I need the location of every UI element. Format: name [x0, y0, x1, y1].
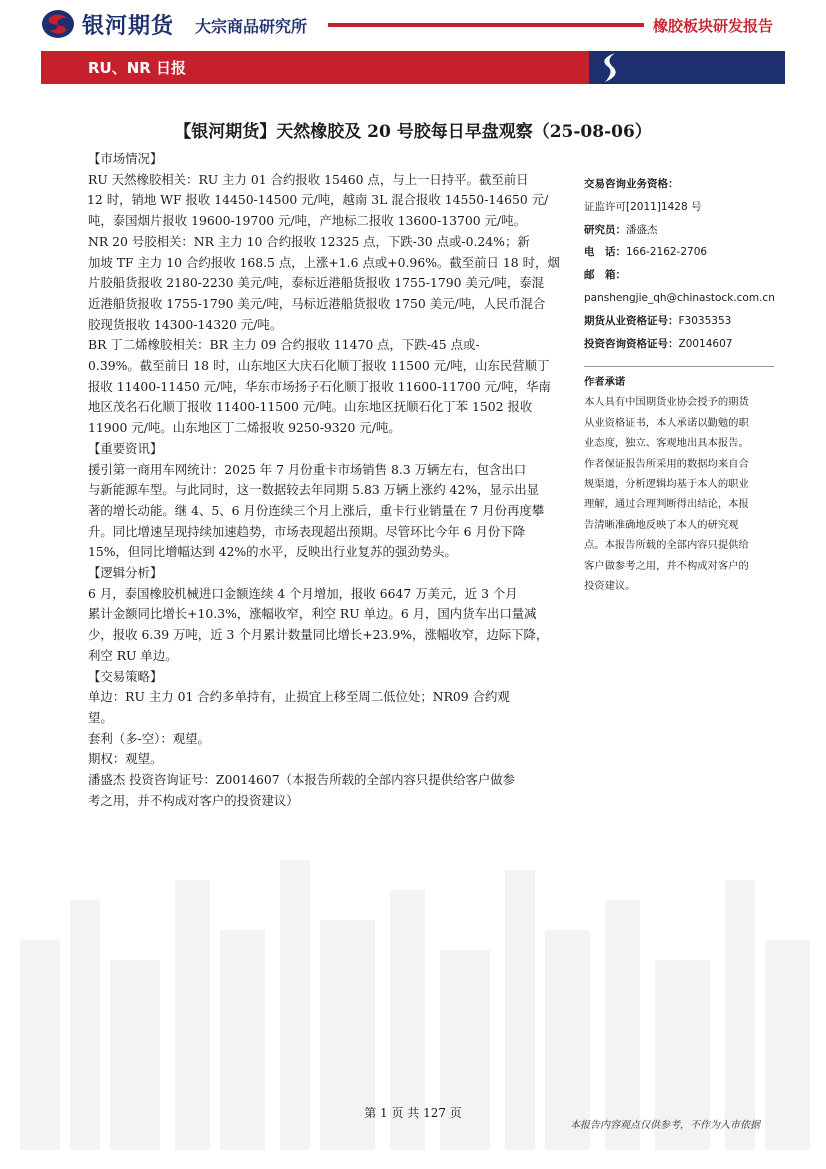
phone-row	[584, 241, 774, 264]
body-line: BR 丁二烯橡胶相关：BR 主力 09 合约报收 11470 点，下跌-45 点或-	[88, 337, 480, 353]
section-heading-strategy: 【交易策略】	[88, 668, 163, 684]
galaxy-logo-icon	[41, 9, 75, 39]
promise-line: 理解，通过合理判断得出结论，本报	[584, 498, 749, 511]
researcher-row	[584, 219, 774, 242]
main-column	[88, 149, 564, 812]
body-line: 吨，泰国烟片报收 19600-19700 元/吨，产地标二报收 13600-13700 元/吨。	[88, 213, 526, 229]
qualification-label: 交易咨询业务资格：	[584, 178, 679, 190]
disclaimer-note: 本报告内容观点仅供参考，不作为入市依据	[570, 1120, 760, 1131]
promise-line: 从业资格证书，本人承诺以勤勉的职	[584, 416, 749, 429]
body-line: 著的增长动能。继 4、5、6 月份连续三个月上涨后，重卡行业销量在 7 月份再度攀	[88, 502, 545, 518]
body-line: 片胶船货报收 2180-2230 美元/吨，泰标近港船货报收 1755-1790 美元/吨，泰混	[88, 275, 544, 291]
band-title: RU、NR 日报	[88, 59, 187, 77]
promise-line: 点。本报告所载的全部内容只提供给	[584, 539, 749, 552]
institute-name: 大宗商品研究所	[195, 17, 308, 36]
body-line: 近港船货报收 1755-1790 美元/吨，马标近港船货报收 1750 美元/吨，人民币混合	[88, 295, 546, 311]
promise-line: 业态度，独立、客观地出具本报告。	[584, 437, 749, 450]
body-line: 考之用，并不构成对客户的投资建议）	[88, 792, 299, 808]
cert1-label: 期货从业资格证号：	[584, 314, 679, 327]
body-line: 0.39%。截至前日 18 时，山东地区大庆石化顺丁报收 11500 元/吨，山东民营顺丁	[88, 358, 550, 374]
cert2-label: 投资咨询资格证号：	[584, 337, 679, 350]
body-line: 援引第一商用车网统计：2025 年 7 月份重卡市场销售 8.3 万辆左右，包含出口	[88, 461, 527, 477]
body-line: 套利（多-空）：观望。	[88, 730, 210, 746]
body-line: 望。	[88, 709, 113, 725]
email-value[interactable]: panshengjie_qh@chinastock.com.cn	[584, 291, 775, 304]
body-line: 单边：RU 主力 01 合约多单持有，止损宜上移至周二低位处；NR09 合约观	[88, 689, 510, 705]
sidebar-divider	[584, 366, 774, 367]
swoosh-icon	[581, 51, 641, 84]
section-heading-news: 【重要资讯】	[88, 440, 163, 456]
body-line: 地区茂名石化顺丁报收 11400-11500 元/吨。山东地区抚顺石化丁苯 1502 报收	[88, 399, 533, 415]
promise-title: 作者承诺	[584, 376, 626, 388]
cert1-value: F3035353	[678, 314, 732, 327]
qualification-value: 证监许可[2011]1428 号	[584, 200, 702, 213]
page-number: 第 1 页 共 127 页	[364, 1106, 462, 1120]
promise-line: 告清晰准确地反映了本人的研究观	[584, 518, 739, 531]
promise-line: 规渠道，分析逻辑均基于本人的职业	[584, 478, 749, 491]
researcher-label: 研究员：	[584, 223, 626, 236]
cert1-row	[584, 310, 774, 333]
body-line: 累计金额同比增长+10.3%，涨幅收窄，利空 RU 单边。6 月，国内货车出口量减	[88, 606, 537, 622]
body-line: 15%，但同比增幅达到 42%的水平，反映出行业复苏的强劲势头。	[88, 544, 457, 560]
body-line: 潘盛杰 投资咨询证号：Z0014607（本报告所载的全部内容只提供给客户做参	[88, 772, 516, 788]
body-line: NR 20 号胶相关：NR 主力 10 合约报收 12325 点，下跌-30 点或-0.24%；新	[88, 233, 530, 249]
report-type: 橡胶板块研发报告	[653, 17, 774, 35]
body-line: 升。同比增速呈现持续加速趋势，市场表现超出预期。尽管环比今年 6 月份下降	[88, 523, 526, 539]
body-line: 与新能源车型。与此同时，这一数据较去年同期 5.83 万辆上涨约 42%，显示出显	[88, 482, 540, 498]
section-heading-logic: 【逻辑分析】	[88, 565, 163, 581]
body-line: 胶现货报收 14300-14320 元/吨。	[88, 316, 283, 332]
page-title: 【银河期货】天然橡胶及 20 号胶每日早盘观察（25-08-06）	[174, 122, 652, 142]
brand-name: 银河期货	[82, 14, 175, 39]
report-header	[0, 0, 826, 50]
promise-line: 投资建议。	[584, 580, 636, 593]
author-promise	[584, 372, 764, 596]
phone-value: 166-2162-2706	[626, 246, 708, 259]
title-band	[41, 51, 785, 84]
cert2-value: Z0014607	[678, 337, 733, 350]
skyline-watermark	[0, 820, 826, 1150]
promise-line: 客户做参考之用，并不构成对客户的	[584, 559, 749, 572]
promise-line: 作者保证报告所采用的数据均来自合	[584, 457, 749, 470]
body-line: 少，报收 6.39 万吨，近 3 个月累计数量同比增长+23.9%，涨幅收窄，边际下降，	[88, 627, 549, 643]
body-line: 6 月，泰国橡胶机械进口金额连续 4 个月增加，报收 6647 万美元，近 3 个月	[88, 585, 518, 601]
header-rule	[328, 23, 644, 27]
body-line: RU 天然橡胶相关：RU 主力 01 合约报收 15460 点，与上一日持平。截至前日	[88, 171, 529, 187]
body-line: 利空 RU 单边。	[88, 647, 178, 663]
promise-line: 本人具有中国期货业协会授予的期货	[584, 396, 749, 409]
cert2-row	[584, 333, 774, 356]
section-heading-market: 【市场情况】	[88, 151, 163, 166]
body-line: 12 时，销地 WF 报收 14450-14500 元/吨，越南 3L 混合报收 14550-14650 元/	[87, 192, 549, 208]
body-line: 11900 元/吨。山东地区丁二烯报收 9250-9320 元/吨。	[88, 420, 401, 436]
body-line: 报收 11400-11450 元/吨，华东市场扬子石化顺丁报收 11600-11700 元/吨，华南	[88, 378, 551, 394]
email-label: 邮 箱：	[584, 269, 626, 282]
contact-sidebar	[584, 173, 774, 355]
body-line: 加坡 TF 主力 10 合约报收 168.5 点，上涨+1.6 点或+0.96%。截至前日 18 时，烟	[88, 254, 560, 270]
phone-label: 电 话：	[584, 246, 626, 259]
body-line: 期权：观望。	[88, 751, 163, 767]
researcher-name: 潘盛杰	[626, 223, 658, 236]
